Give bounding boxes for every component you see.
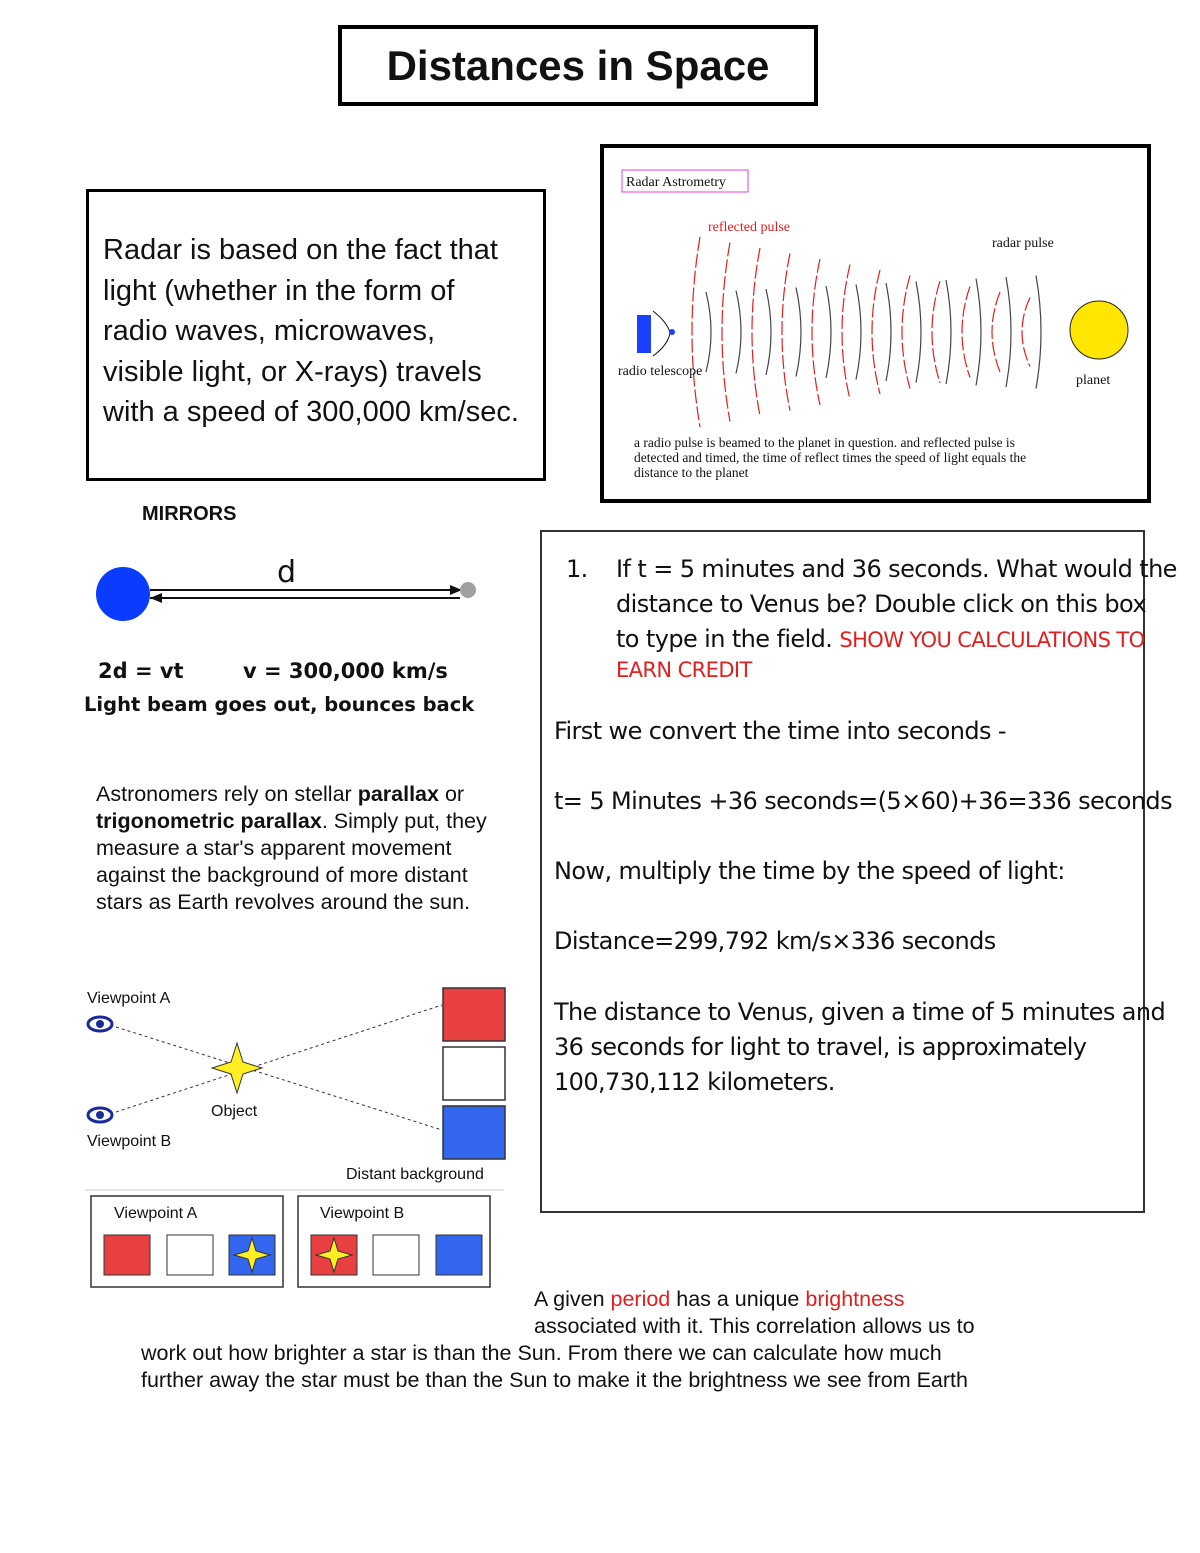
question-line: to type in the field. bbox=[616, 625, 833, 653]
reflected-arc bbox=[842, 265, 850, 400]
cepheid-line-2: associated with it. This correlation allows us to bbox=[534, 1314, 975, 1338]
radar-astrometry-figure bbox=[600, 144, 1151, 503]
answer-line: Now, multiply the time by the speed of light: bbox=[554, 857, 1065, 885]
radar-diagram bbox=[604, 148, 1147, 499]
cepheid-line-3: work out how brighter a star is than the Sun. From there we can calculate how much bbox=[141, 1341, 942, 1365]
radar-pulse-arc bbox=[706, 292, 711, 372]
radio-telescope-label: radio telescope bbox=[618, 364, 703, 379]
caption-line: detected and timed, the time of reflect times the speed of light equals the bbox=[634, 450, 1027, 465]
background-blue-square bbox=[443, 1106, 505, 1159]
planet-icon bbox=[1070, 301, 1128, 359]
answer-line: 100,730,112 kilometers. bbox=[554, 1068, 835, 1096]
background-red-square bbox=[443, 988, 505, 1041]
period-term: period bbox=[610, 1287, 671, 1311]
radar-pulse-arc bbox=[766, 289, 771, 375]
equation-right: v = 300,000 km/s bbox=[243, 659, 448, 683]
panel-b-white-square bbox=[373, 1235, 419, 1275]
viewpoint-b-label: Viewpoint B bbox=[87, 1133, 172, 1150]
light-source-ball bbox=[96, 567, 150, 621]
question-answer-field[interactable] bbox=[540, 530, 1177, 1213]
reflected-arc bbox=[752, 248, 760, 416]
radar-pulse-arc bbox=[916, 282, 921, 383]
title-box bbox=[338, 25, 818, 106]
eye-icon bbox=[88, 1108, 112, 1122]
radar-pulse-arc bbox=[1036, 276, 1041, 389]
caption-line: a radio pulse is beamed to the planet in question. and reflected pulse is bbox=[634, 435, 1015, 450]
radar-pulse-arc bbox=[796, 288, 801, 377]
telescope-feed bbox=[669, 329, 675, 335]
wave-arcs bbox=[692, 237, 1041, 427]
answer-line: 36 seconds for light to travel, is approximately bbox=[554, 1033, 1087, 1061]
telescope-dish bbox=[653, 311, 670, 356]
reflected-arc bbox=[692, 237, 700, 427]
radar-heading: Radar Astrometry bbox=[626, 175, 726, 190]
answer-line: t= 5 Minutes +36 seconds=(5×60)+36=336 seconds bbox=[554, 787, 1172, 815]
mirror-caption: Light beam goes out, bounces back bbox=[84, 693, 475, 716]
answer-line: The distance to Venus, given a time of 5 minutes and bbox=[554, 998, 1166, 1026]
question-line: distance to Venus be? Double click on this box bbox=[616, 590, 1146, 618]
parallax-paragraph bbox=[96, 781, 516, 916]
show-calculations-note: SHOW YOU CALCULATIONS TO bbox=[839, 628, 1145, 652]
trig-parallax-term: trigonometric parallax bbox=[96, 809, 322, 833]
sightline-a bbox=[116, 1027, 442, 1130]
panel-a-white-square bbox=[167, 1235, 213, 1275]
planet-label: planet bbox=[1076, 373, 1111, 388]
reflected-arc bbox=[932, 281, 940, 383]
parallax-text-part: or bbox=[438, 782, 465, 806]
answer-line: Distance=299,792 km/s×336 seconds bbox=[554, 927, 996, 955]
radar-pulse-label: radar pulse bbox=[992, 236, 1054, 251]
reflected-arc bbox=[782, 254, 790, 411]
reflected-arc bbox=[962, 287, 970, 378]
radar-pulse-arc bbox=[946, 280, 951, 384]
parallax-text-part: . Simply put, they measure a star's apparent movement against the background of more distant stars as Earth revolves around the sun. bbox=[96, 809, 487, 914]
brightness-term: brightness bbox=[805, 1287, 905, 1311]
radar-text-line: Radar is based on the fact that bbox=[103, 234, 498, 266]
parallax-term: parallax bbox=[357, 782, 439, 806]
eye-icon bbox=[88, 1017, 112, 1031]
mirror-diagram bbox=[90, 550, 490, 630]
question-line: If t = 5 minutes and 36 seconds. What would the bbox=[616, 555, 1177, 583]
radar-pulse-arc bbox=[856, 285, 861, 380]
distance-d-label: d bbox=[277, 555, 297, 590]
equation-left: 2d = vt bbox=[98, 659, 184, 683]
radar-pulse-arc bbox=[1006, 277, 1011, 387]
mirrors-label: MIRRORS bbox=[142, 503, 237, 525]
background-white-square bbox=[443, 1047, 505, 1100]
radar-pulse-arc bbox=[736, 291, 741, 374]
panel-a-label: Viewpoint A bbox=[114, 1205, 198, 1222]
answer-line: First we convert the time into seconds - bbox=[554, 717, 1006, 745]
distant-background-label: Distant background bbox=[346, 1166, 484, 1183]
page-title: Distances in Space bbox=[386, 41, 770, 89]
reflected-arc bbox=[992, 292, 1000, 372]
panel-b-blue-square bbox=[436, 1235, 482, 1275]
viewpoint-a-label: Viewpoint A bbox=[87, 990, 171, 1007]
panel-b-label: Viewpoint B bbox=[320, 1205, 405, 1222]
sightline-b bbox=[116, 1005, 442, 1112]
cepheid-line-1 bbox=[534, 1286, 905, 1313]
reflected-arc bbox=[902, 276, 910, 389]
reflected-pulse-label: reflected pulse bbox=[708, 220, 791, 235]
mirror-icon bbox=[460, 582, 476, 598]
radio-telescope-icon bbox=[637, 315, 651, 353]
radar-pulse-arc bbox=[886, 283, 891, 381]
radar-text-line: with a speed of 300,000 km/sec. bbox=[103, 396, 519, 428]
reflected-arc bbox=[872, 270, 880, 394]
parallax-diagram bbox=[80, 985, 510, 1295]
reflected-arc bbox=[1022, 298, 1030, 367]
caption-line: distance to the planet bbox=[634, 465, 749, 480]
cepheid-text: A given bbox=[534, 1287, 611, 1311]
beam-arrow-left bbox=[150, 593, 162, 603]
earn-credit-note: EARN CREDIT bbox=[616, 658, 752, 682]
radar-text-line: visible light, or X-rays) travels bbox=[103, 355, 482, 388]
panel-a-red-square bbox=[104, 1235, 150, 1275]
radar-pulse-arc bbox=[826, 286, 831, 378]
object-label: Object bbox=[211, 1103, 258, 1120]
cepheid-text: has a unique bbox=[670, 1287, 806, 1311]
parallax-text-part: Astronomers rely on stellar bbox=[96, 782, 358, 806]
radar-pulse-arc bbox=[976, 279, 981, 386]
star-object-icon bbox=[212, 1043, 262, 1093]
radar-text-line: light (whether in the form of bbox=[103, 274, 455, 307]
radar-text-box bbox=[86, 189, 546, 481]
question-number: 1. bbox=[566, 555, 588, 583]
reflected-arc bbox=[812, 259, 820, 405]
cepheid-line-4: further away the star must be than the Sun to make it the brightness we see from Earth bbox=[141, 1368, 968, 1392]
radar-text-line: radio waves, microwaves, bbox=[103, 315, 435, 347]
reflected-arc bbox=[722, 243, 730, 422]
